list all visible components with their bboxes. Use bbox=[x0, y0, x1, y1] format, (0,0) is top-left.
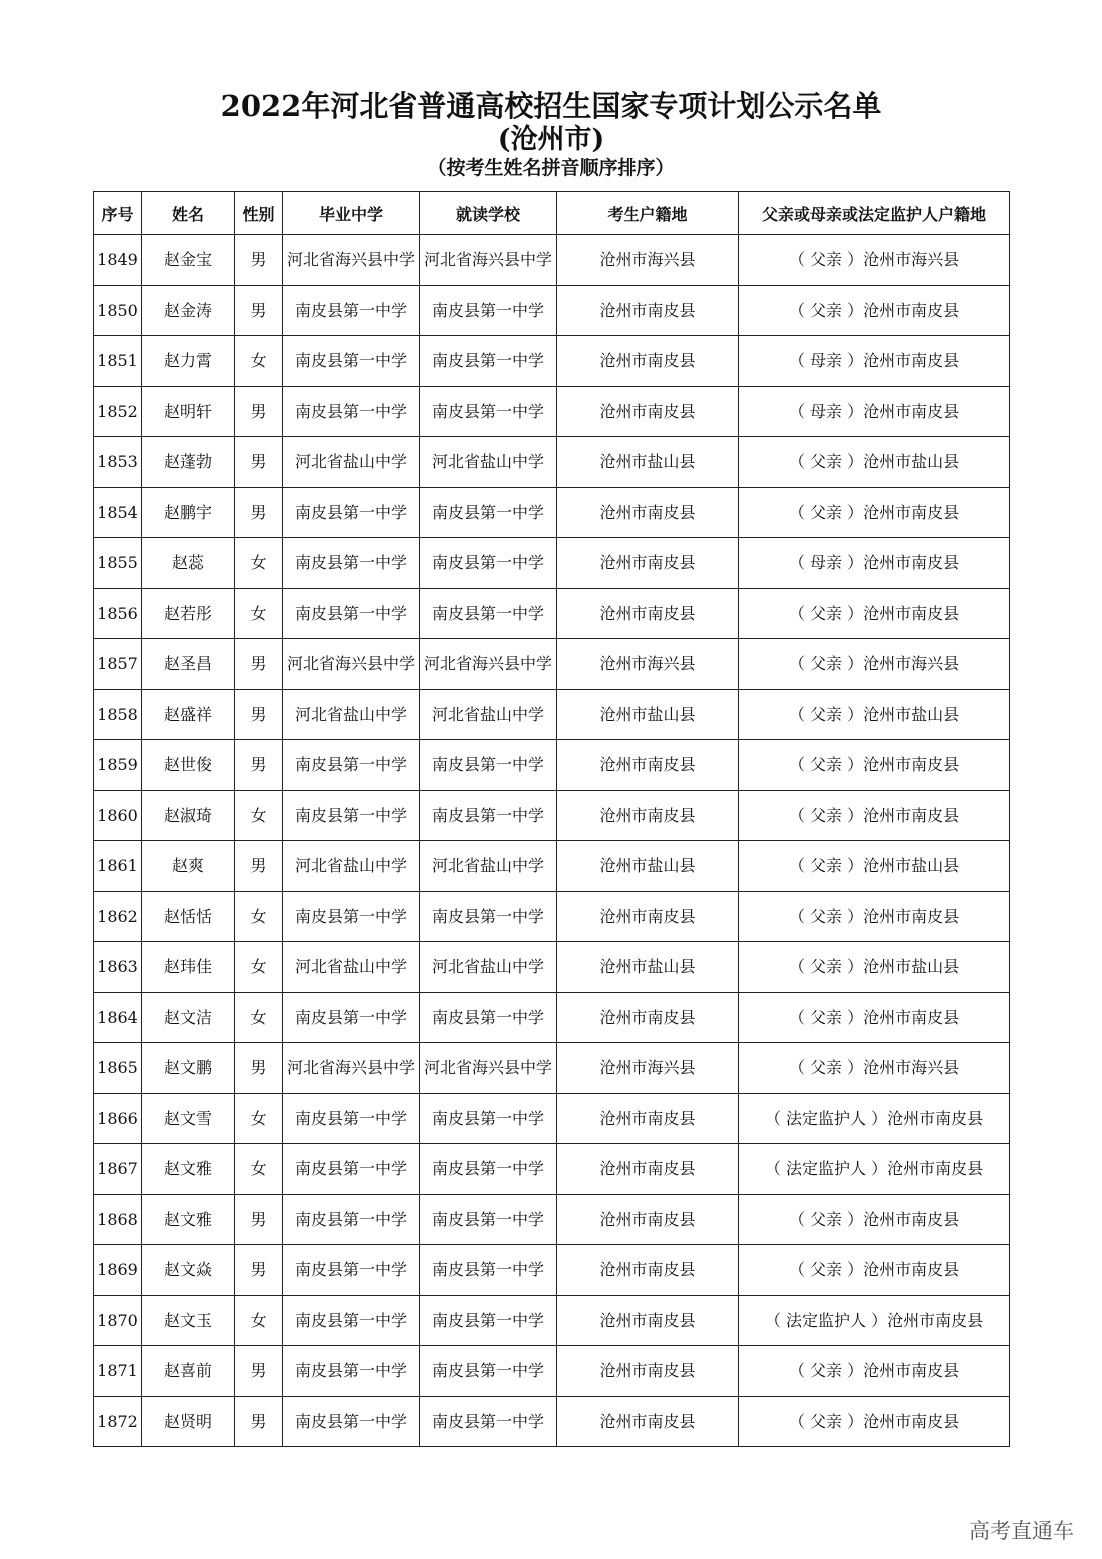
cell-guardian-hukou: （ 父亲 ）沧州市南皮县 bbox=[739, 790, 1010, 841]
table-row bbox=[94, 1396, 1010, 1447]
cell-current-school: 南皮县第一中学 bbox=[420, 1346, 557, 1397]
cell-name: 赵文玉 bbox=[142, 1295, 235, 1346]
cell-gender: 女 bbox=[235, 336, 283, 387]
cell-grad-school: 南皮县第一中学 bbox=[283, 1295, 420, 1346]
cell-hukou: 沧州市南皮县 bbox=[557, 992, 739, 1043]
cell-grad-school: 河北省盐山中学 bbox=[283, 841, 420, 892]
cell-guardian-hukou: （ 父亲 ）沧州市南皮县 bbox=[739, 487, 1010, 538]
cell-id: 1867 bbox=[94, 1144, 142, 1195]
header-name: 姓名 bbox=[142, 192, 235, 235]
table-row bbox=[94, 437, 1010, 488]
cell-gender: 男 bbox=[235, 639, 283, 690]
cell-grad-school: 南皮县第一中学 bbox=[283, 992, 420, 1043]
cell-gender: 男 bbox=[235, 285, 283, 336]
cell-guardian-hukou: （ 父亲 ）沧州市南皮县 bbox=[739, 1346, 1010, 1397]
table-row bbox=[94, 639, 1010, 690]
header-guardian-hukou: 父亲或母亲或法定监护人户籍地 bbox=[739, 192, 1010, 235]
cell-current-school: 南皮县第一中学 bbox=[420, 1194, 557, 1245]
table-row bbox=[94, 1245, 1010, 1296]
cell-id: 1859 bbox=[94, 740, 142, 791]
table-row bbox=[94, 538, 1010, 589]
cell-id: 1864 bbox=[94, 992, 142, 1043]
cell-grad-school: 河北省盐山中学 bbox=[283, 942, 420, 993]
cell-guardian-hukou: （ 父亲 ）沧州市海兴县 bbox=[739, 639, 1010, 690]
cell-gender: 男 bbox=[235, 1396, 283, 1447]
cell-name: 赵文雪 bbox=[142, 1093, 235, 1144]
cell-id: 1854 bbox=[94, 487, 142, 538]
cell-guardian-hukou: （ 父亲 ）沧州市盐山县 bbox=[739, 437, 1010, 488]
table-row bbox=[94, 1093, 1010, 1144]
cell-current-school: 南皮县第一中学 bbox=[420, 1396, 557, 1447]
cell-grad-school: 南皮县第一中学 bbox=[283, 1346, 420, 1397]
cell-gender: 男 bbox=[235, 1194, 283, 1245]
sort-note: （按考生姓名拼音顺序排序） bbox=[427, 157, 675, 179]
cell-id: 1855 bbox=[94, 538, 142, 589]
cell-gender: 男 bbox=[235, 1043, 283, 1094]
table-row bbox=[94, 689, 1010, 740]
document-title: 2022年河北省普通高校招生国家专项计划公示名单 bbox=[220, 89, 882, 123]
cell-name: 赵文鹏 bbox=[142, 1043, 235, 1094]
table-row bbox=[94, 1295, 1010, 1346]
cell-name: 赵盛祥 bbox=[142, 689, 235, 740]
cell-gender: 男 bbox=[235, 1346, 283, 1397]
cell-grad-school: 南皮县第一中学 bbox=[283, 1245, 420, 1296]
table-row bbox=[94, 1346, 1010, 1397]
cell-hukou: 沧州市南皮县 bbox=[557, 740, 739, 791]
table-body bbox=[94, 235, 1010, 1447]
cell-current-school: 河北省盐山中学 bbox=[420, 437, 557, 488]
cell-current-school: 南皮县第一中学 bbox=[420, 1295, 557, 1346]
cell-guardian-hukou: （ 法定监护人 ）沧州市南皮县 bbox=[739, 1295, 1010, 1346]
cell-guardian-hukou: （ 父亲 ）沧州市海兴县 bbox=[739, 235, 1010, 286]
cell-id: 1865 bbox=[94, 1043, 142, 1094]
table-row bbox=[94, 790, 1010, 841]
cell-gender: 女 bbox=[235, 790, 283, 841]
cell-name: 赵世俊 bbox=[142, 740, 235, 791]
cell-name: 赵若彤 bbox=[142, 588, 235, 639]
cell-grad-school: 河北省海兴县中学 bbox=[283, 235, 420, 286]
cell-gender: 女 bbox=[235, 588, 283, 639]
cell-name: 赵淑琦 bbox=[142, 790, 235, 841]
table-row bbox=[94, 841, 1010, 892]
cell-current-school: 南皮县第一中学 bbox=[420, 1144, 557, 1195]
watermark: 高考直通车 bbox=[969, 1519, 1074, 1543]
cell-current-school: 南皮县第一中学 bbox=[420, 790, 557, 841]
cell-grad-school: 南皮县第一中学 bbox=[283, 588, 420, 639]
cell-current-school: 南皮县第一中学 bbox=[420, 992, 557, 1043]
cell-guardian-hukou: （ 法定监护人 ）沧州市南皮县 bbox=[739, 1093, 1010, 1144]
cell-name: 赵玮佳 bbox=[142, 942, 235, 993]
cell-grad-school: 南皮县第一中学 bbox=[283, 538, 420, 589]
cell-gender: 男 bbox=[235, 235, 283, 286]
cell-id: 1858 bbox=[94, 689, 142, 740]
cell-grad-school: 南皮县第一中学 bbox=[283, 790, 420, 841]
cell-guardian-hukou: （ 父亲 ）沧州市南皮县 bbox=[739, 992, 1010, 1043]
cell-guardian-hukou: （ 法定监护人 ）沧州市南皮县 bbox=[739, 1144, 1010, 1195]
cell-current-school: 南皮县第一中学 bbox=[420, 386, 557, 437]
cell-id: 1866 bbox=[94, 1093, 142, 1144]
cell-gender: 男 bbox=[235, 487, 283, 538]
cell-gender: 女 bbox=[235, 942, 283, 993]
table-row bbox=[94, 588, 1010, 639]
cell-name: 赵蓬勃 bbox=[142, 437, 235, 488]
table-row bbox=[94, 992, 1010, 1043]
cell-name: 赵文雅 bbox=[142, 1144, 235, 1195]
cell-hukou: 沧州市南皮县 bbox=[557, 790, 739, 841]
table-row bbox=[94, 942, 1010, 993]
table-row bbox=[94, 1194, 1010, 1245]
cell-current-school: 南皮县第一中学 bbox=[420, 538, 557, 589]
cell-hukou: 沧州市南皮县 bbox=[557, 588, 739, 639]
table-row bbox=[94, 235, 1010, 286]
cell-gender: 女 bbox=[235, 1295, 283, 1346]
cell-gender: 女 bbox=[235, 891, 283, 942]
cell-hukou: 沧州市盐山县 bbox=[557, 689, 739, 740]
cell-gender: 男 bbox=[235, 386, 283, 437]
cell-current-school: 南皮县第一中学 bbox=[420, 487, 557, 538]
cell-grad-school: 南皮县第一中学 bbox=[283, 1093, 420, 1144]
cell-grad-school: 南皮县第一中学 bbox=[283, 740, 420, 791]
cell-grad-school: 河北省盐山中学 bbox=[283, 689, 420, 740]
cell-grad-school: 南皮县第一中学 bbox=[283, 1396, 420, 1447]
cell-hukou: 沧州市南皮县 bbox=[557, 1093, 739, 1144]
cell-hukou: 沧州市南皮县 bbox=[557, 1396, 739, 1447]
cell-current-school: 南皮县第一中学 bbox=[420, 1245, 557, 1296]
cell-id: 1863 bbox=[94, 942, 142, 993]
document-city: (沧州市) bbox=[497, 124, 605, 155]
cell-hukou: 沧州市南皮县 bbox=[557, 1144, 739, 1195]
cell-id: 1861 bbox=[94, 841, 142, 892]
cell-hukou: 沧州市海兴县 bbox=[557, 235, 739, 286]
cell-hukou: 沧州市南皮县 bbox=[557, 336, 739, 387]
table-row bbox=[94, 891, 1010, 942]
cell-current-school: 河北省海兴县中学 bbox=[420, 1043, 557, 1094]
cell-current-school: 河北省盐山中学 bbox=[420, 942, 557, 993]
table-row bbox=[94, 386, 1010, 437]
cell-guardian-hukou: （ 母亲 ）沧州市南皮县 bbox=[739, 336, 1010, 387]
table-row bbox=[94, 1144, 1010, 1195]
cell-id: 1869 bbox=[94, 1245, 142, 1296]
cell-current-school: 南皮县第一中学 bbox=[420, 740, 557, 791]
cell-current-school: 南皮县第一中学 bbox=[420, 588, 557, 639]
cell-grad-school: 南皮县第一中学 bbox=[283, 285, 420, 336]
table-header-row bbox=[94, 192, 1010, 235]
cell-grad-school: 南皮县第一中学 bbox=[283, 1144, 420, 1195]
cell-guardian-hukou: （ 父亲 ）沧州市海兴县 bbox=[739, 1043, 1010, 1094]
cell-hukou: 沧州市南皮县 bbox=[557, 285, 739, 336]
cell-hukou: 沧州市盐山县 bbox=[557, 841, 739, 892]
cell-gender: 男 bbox=[235, 841, 283, 892]
cell-id: 1872 bbox=[94, 1396, 142, 1447]
cell-current-school: 南皮县第一中学 bbox=[420, 336, 557, 387]
cell-guardian-hukou: （ 父亲 ）沧州市南皮县 bbox=[739, 891, 1010, 942]
cell-name: 赵恬恬 bbox=[142, 891, 235, 942]
cell-hukou: 沧州市南皮县 bbox=[557, 386, 739, 437]
cell-guardian-hukou: （ 父亲 ）沧州市盐山县 bbox=[739, 841, 1010, 892]
cell-id: 1851 bbox=[94, 336, 142, 387]
cell-gender: 男 bbox=[235, 437, 283, 488]
cell-guardian-hukou: （ 父亲 ）沧州市南皮县 bbox=[739, 285, 1010, 336]
cell-name: 赵蕊 bbox=[142, 538, 235, 589]
cell-name: 赵文焱 bbox=[142, 1245, 235, 1296]
header-id: 序号 bbox=[94, 192, 142, 235]
cell-guardian-hukou: （ 父亲 ）沧州市南皮县 bbox=[739, 1396, 1010, 1447]
cell-id: 1857 bbox=[94, 639, 142, 690]
cell-current-school: 河北省盐山中学 bbox=[420, 689, 557, 740]
cell-current-school: 南皮县第一中学 bbox=[420, 1093, 557, 1144]
table-row bbox=[94, 336, 1010, 387]
cell-name: 赵力霄 bbox=[142, 336, 235, 387]
cell-grad-school: 南皮县第一中学 bbox=[283, 891, 420, 942]
cell-name: 赵金涛 bbox=[142, 285, 235, 336]
cell-grad-school: 南皮县第一中学 bbox=[283, 386, 420, 437]
cell-current-school: 南皮县第一中学 bbox=[420, 285, 557, 336]
header-grad-school: 毕业中学 bbox=[283, 192, 420, 235]
header-hukou: 考生户籍地 bbox=[557, 192, 739, 235]
cell-guardian-hukou: （ 父亲 ）沧州市南皮县 bbox=[739, 1245, 1010, 1296]
cell-hukou: 沧州市盐山县 bbox=[557, 942, 739, 993]
table-row bbox=[94, 285, 1010, 336]
cell-name: 赵鹏宇 bbox=[142, 487, 235, 538]
cell-gender: 男 bbox=[235, 689, 283, 740]
cell-id: 1852 bbox=[94, 386, 142, 437]
cell-guardian-hukou: （ 父亲 ）沧州市盐山县 bbox=[739, 942, 1010, 993]
cell-grad-school: 南皮县第一中学 bbox=[283, 336, 420, 387]
cell-hukou: 沧州市南皮县 bbox=[557, 1346, 739, 1397]
cell-name: 赵贤明 bbox=[142, 1396, 235, 1447]
cell-gender: 女 bbox=[235, 1093, 283, 1144]
cell-grad-school: 南皮县第一中学 bbox=[283, 1194, 420, 1245]
cell-gender: 女 bbox=[235, 538, 283, 589]
cell-name: 赵圣昌 bbox=[142, 639, 235, 690]
cell-gender: 女 bbox=[235, 992, 283, 1043]
cell-current-school: 南皮县第一中学 bbox=[420, 891, 557, 942]
cell-id: 1853 bbox=[94, 437, 142, 488]
table-row bbox=[94, 740, 1010, 791]
cell-hukou: 沧州市南皮县 bbox=[557, 1194, 739, 1245]
cell-grad-school: 河北省海兴县中学 bbox=[283, 639, 420, 690]
cell-hukou: 沧州市南皮县 bbox=[557, 538, 739, 589]
cell-hukou: 沧州市盐山县 bbox=[557, 437, 739, 488]
cell-gender: 男 bbox=[235, 1245, 283, 1296]
cell-name: 赵爽 bbox=[142, 841, 235, 892]
cell-hukou: 沧州市海兴县 bbox=[557, 639, 739, 690]
cell-id: 1871 bbox=[94, 1346, 142, 1397]
cell-name: 赵明轩 bbox=[142, 386, 235, 437]
header-gender: 性别 bbox=[235, 192, 283, 235]
cell-id: 1860 bbox=[94, 790, 142, 841]
cell-id: 1849 bbox=[94, 235, 142, 286]
cell-name: 赵文洁 bbox=[142, 992, 235, 1043]
cell-gender: 女 bbox=[235, 1144, 283, 1195]
cell-guardian-hukou: （ 母亲 ）沧州市南皮县 bbox=[739, 386, 1010, 437]
cell-hukou: 沧州市南皮县 bbox=[557, 1245, 739, 1296]
cell-gender: 男 bbox=[235, 740, 283, 791]
cell-guardian-hukou: （ 父亲 ）沧州市盐山县 bbox=[739, 689, 1010, 740]
cell-guardian-hukou: （ 父亲 ）沧州市南皮县 bbox=[739, 1194, 1010, 1245]
header-current-school: 就读学校 bbox=[420, 192, 557, 235]
cell-current-school: 河北省盐山中学 bbox=[420, 841, 557, 892]
cell-name: 赵喜前 bbox=[142, 1346, 235, 1397]
cell-grad-school: 河北省盐山中学 bbox=[283, 437, 420, 488]
cell-id: 1856 bbox=[94, 588, 142, 639]
cell-current-school: 河北省海兴县中学 bbox=[420, 235, 557, 286]
cell-id: 1862 bbox=[94, 891, 142, 942]
table-row bbox=[94, 1043, 1010, 1094]
cell-guardian-hukou: （ 母亲 ）沧州市南皮县 bbox=[739, 538, 1010, 589]
cell-hukou: 沧州市南皮县 bbox=[557, 487, 739, 538]
roster-table bbox=[93, 191, 1010, 1447]
cell-id: 1850 bbox=[94, 285, 142, 336]
cell-current-school: 河北省海兴县中学 bbox=[420, 639, 557, 690]
cell-name: 赵文雅 bbox=[142, 1194, 235, 1245]
cell-guardian-hukou: （ 父亲 ）沧州市南皮县 bbox=[739, 740, 1010, 791]
cell-grad-school: 南皮县第一中学 bbox=[283, 487, 420, 538]
cell-id: 1868 bbox=[94, 1194, 142, 1245]
cell-grad-school: 河北省海兴县中学 bbox=[283, 1043, 420, 1094]
cell-hukou: 沧州市南皮县 bbox=[557, 1295, 739, 1346]
cell-guardian-hukou: （ 父亲 ）沧州市南皮县 bbox=[739, 588, 1010, 639]
cell-hukou: 沧州市海兴县 bbox=[557, 1043, 739, 1094]
table-row bbox=[94, 487, 1010, 538]
cell-hukou: 沧州市南皮县 bbox=[557, 891, 739, 942]
cell-name: 赵金宝 bbox=[142, 235, 235, 286]
cell-id: 1870 bbox=[94, 1295, 142, 1346]
